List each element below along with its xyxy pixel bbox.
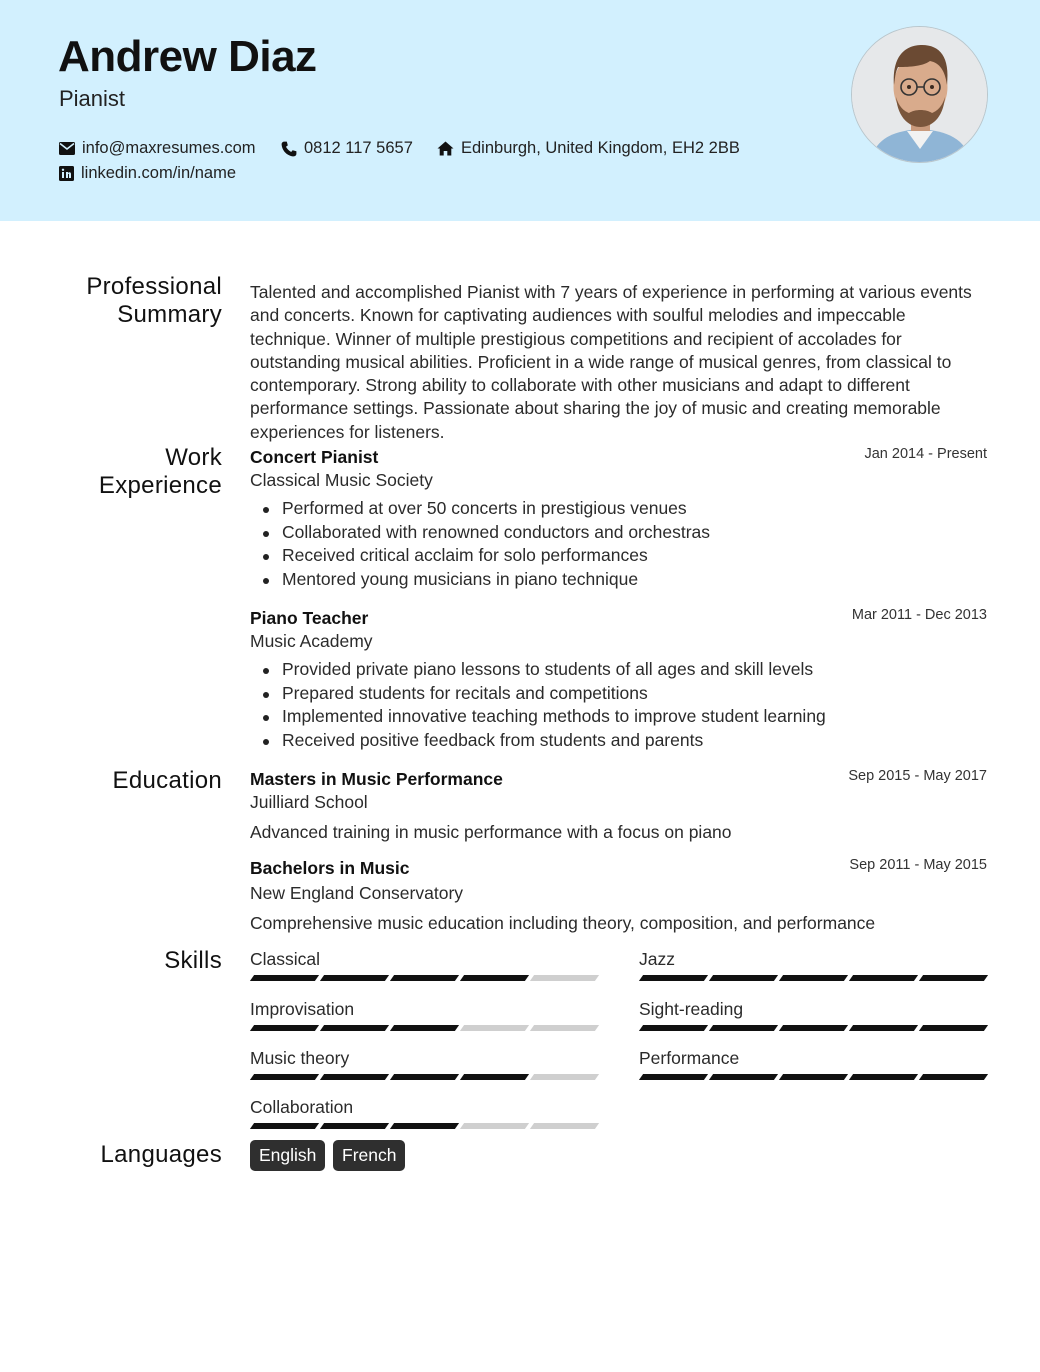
- skill-level-bar: [639, 975, 987, 981]
- skill-item: [639, 1048, 987, 1080]
- skill-item: [250, 1097, 598, 1129]
- school-name: New England Conservatory: [250, 883, 464, 903]
- skill-level-segment: [460, 1025, 529, 1031]
- linkedin-icon: [59, 166, 74, 181]
- skill-level-segment: [919, 1025, 988, 1031]
- phone-text: 0812 117 5657: [304, 139, 413, 157]
- skill-name: Sight-reading: [639, 999, 744, 1019]
- contact-linkedin[interactable]: [59, 164, 236, 183]
- email-text: info@maxresumes.com: [82, 139, 256, 157]
- list-item: Provided private piano lessons to students of all ages and skill levels: [282, 658, 826, 682]
- skill-level-bar: [639, 1074, 987, 1080]
- skill-level-segment: [250, 1074, 319, 1080]
- envelope-icon: [59, 142, 75, 155]
- candidate-title: Pianist: [59, 86, 126, 111]
- section-title-line: Experience: [98, 472, 222, 499]
- education-desc: Advanced training in music performance with a focus on piano: [250, 822, 732, 842]
- skill-name: Music theory: [250, 1048, 350, 1068]
- skill-item: [250, 1048, 598, 1080]
- skill-level-segment: [320, 1123, 389, 1129]
- skill-name: Performance: [639, 1048, 740, 1068]
- skill-level-segment: [390, 1123, 459, 1129]
- language-chip: French: [333, 1140, 405, 1171]
- resume-header: [0, 0, 1040, 221]
- job-bullets: [282, 658, 826, 753]
- job-org: Classical Music Society: [250, 470, 433, 490]
- list-item: Mentored young musicians in piano technique: [282, 568, 710, 592]
- job-title: Piano Teacher: [250, 608, 369, 628]
- skill-level-segment: [639, 1074, 708, 1080]
- degree-title: Bachelors in Music: [250, 858, 410, 878]
- skill-level-segment: [530, 1074, 599, 1080]
- skill-level-segment: [320, 975, 389, 981]
- skill-level-segment: [530, 1025, 599, 1031]
- skill-item: [639, 949, 987, 981]
- skill-level-segment: [849, 975, 918, 981]
- skill-level-segment: [460, 975, 529, 981]
- skill-level-segment: [390, 1074, 459, 1080]
- contact-address: [437, 139, 740, 158]
- skill-item: [639, 999, 987, 1031]
- job-org: Music Academy: [250, 631, 373, 651]
- skill-level-segment: [919, 1074, 988, 1080]
- profile-photo: [851, 26, 988, 163]
- education-date: Sep 2015 - May 2017: [848, 768, 987, 784]
- section-title-skills: Skills: [164, 947, 222, 974]
- skill-level-segment: [779, 1025, 848, 1031]
- section-title-education: Education: [112, 767, 222, 794]
- section-title-line: Professional: [86, 273, 222, 300]
- list-item: Performed at over 50 concerts in prestigious venues: [282, 497, 710, 521]
- skill-level-segment: [919, 975, 988, 981]
- section-title-work: [99, 444, 222, 500]
- skill-level-segment: [320, 1074, 389, 1080]
- education-desc: Comprehensive music education including theory, composition, and performance: [250, 913, 876, 933]
- section-title-summary: [86, 273, 222, 329]
- contact-email[interactable]: [59, 139, 256, 158]
- skill-name: Collaboration: [250, 1097, 354, 1117]
- skill-level-segment: [709, 1025, 778, 1031]
- phone-icon: [281, 141, 297, 157]
- education-date: Sep 2011 - May 2015: [849, 857, 987, 873]
- skill-level-segment: [460, 1074, 529, 1080]
- skill-level-segment: [709, 1074, 778, 1080]
- list-item: Received positive feedback from students and parents: [282, 729, 826, 753]
- skill-level-bar: [250, 1123, 598, 1129]
- skill-level-bar: [250, 975, 598, 981]
- list-item: Received critical acclaim for solo performances: [282, 544, 710, 568]
- section-title-line: Work: [165, 444, 222, 471]
- skill-level-segment: [390, 1025, 459, 1031]
- skill-level-segment: [849, 1025, 918, 1031]
- skill-item: [250, 949, 598, 981]
- job-title: Concert Pianist: [250, 447, 379, 467]
- school-name: Juilliard School: [250, 792, 368, 812]
- language-chip: English: [250, 1140, 325, 1171]
- skill-level-bar: [639, 1025, 987, 1031]
- section-title-languages: Languages: [100, 1141, 222, 1168]
- degree-title: Masters in Music Performance: [250, 769, 503, 789]
- contact-phone[interactable]: [281, 139, 413, 158]
- summary-text: Talented and accomplished Pianist with 7 years of experience in performing at various events and concerts. Known for captivating audiences with soulful melodies and impeccable technique. Winner of multiple prestigious competitions and recipient of accolades for outstanding musical abilities. Proficient in a wide range of musical genres, from classical to contemporary. Strong ability to collaborate with other musicians and adapt to different performance settings. Passionate about sharing the joy of music and creating memorable experiences for listeners.: [250, 282, 972, 442]
- skill-level-segment: [320, 1025, 389, 1031]
- skill-level-bar: [250, 1074, 598, 1080]
- section-title-line: Summary: [117, 301, 222, 328]
- skill-level-segment: [530, 1123, 599, 1129]
- list-item: Collaborated with renowned conductors and orchestras: [282, 521, 710, 545]
- skill-name: Improvisation: [250, 999, 355, 1019]
- list-item: Prepared students for recitals and competitions: [282, 682, 826, 706]
- skill-level-bar: [250, 1025, 598, 1031]
- job-bullets: [282, 497, 710, 592]
- job-date: Jan 2014 - Present: [864, 446, 987, 462]
- skill-level-segment: [849, 1074, 918, 1080]
- skill-level-segment: [460, 1123, 529, 1129]
- job-date: Mar 2011 - Dec 2013: [851, 607, 987, 623]
- list-item: Implemented innovative teaching methods to improve student learning: [282, 705, 826, 729]
- address-text: Edinburgh, United Kingdom, EH2 2BB: [461, 139, 740, 157]
- skill-level-segment: [779, 975, 848, 981]
- skill-level-segment: [250, 975, 319, 981]
- skill-name: Classical: [250, 949, 321, 969]
- skill-level-segment: [250, 1123, 319, 1129]
- linkedin-text: linkedin.com/in/name: [81, 164, 236, 182]
- skill-level-segment: [709, 975, 778, 981]
- skill-item: [250, 999, 598, 1031]
- skill-level-segment: [530, 975, 599, 981]
- skill-name: Jazz: [639, 949, 675, 969]
- skill-level-segment: [639, 1025, 708, 1031]
- skill-level-segment: [390, 975, 459, 981]
- skill-level-segment: [639, 975, 708, 981]
- candidate-name: Andrew Diaz: [58, 32, 317, 81]
- skill-level-segment: [250, 1025, 319, 1031]
- skill-level-segment: [779, 1074, 848, 1080]
- home-icon: [437, 141, 454, 156]
